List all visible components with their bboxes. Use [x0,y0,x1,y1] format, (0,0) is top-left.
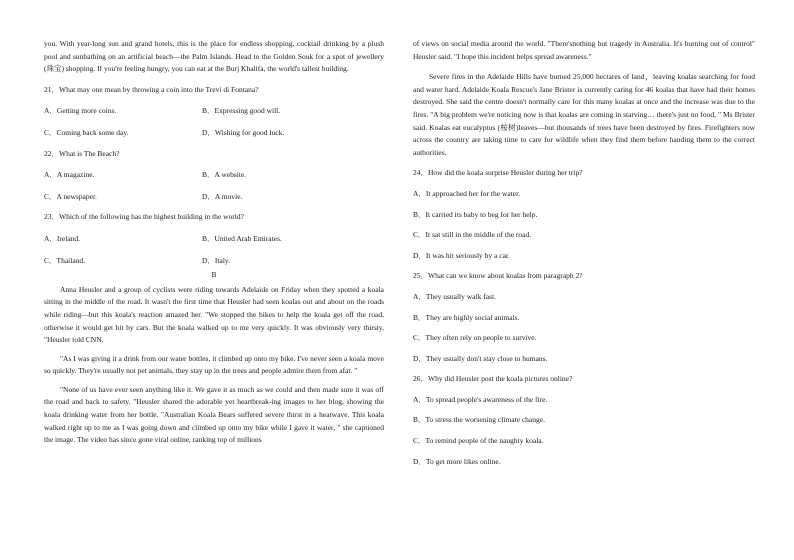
q25-option-c: C．They often rely on people to survive. [413,333,537,343]
q23-option-a: A．Ireland. [44,233,81,243]
q25-option-d: D．They usually don't stay close to humans. [413,353,548,363]
q21-options-row1 [44,105,384,118]
q26-option-d: D．To get more likes online. [413,456,501,466]
section-label-b: B [211,270,217,280]
passage-paragraph-1: Anna Heusler and a group of cyclists were riding towards Adelaide on Friday when they spotted a koala sitting in the middle of the road. It wasn't the first time that Heusler had seen koalas out and about on the roads while riding—but this koala's reaction amazed her. "We stopped the bikes to help the koala get off the road, otherwise it would get hit by cars. But the koala walked up to me very quickly. It was obviously very thirsty, "Heusler told CNN. [44,284,384,345]
q21-option-d: D．Wishing for good luck. [202,127,285,137]
question-26: 26．Why did Heusler post the koala pictures online? [413,374,573,384]
passage-paragraph-3-continued: of views on social media around the world. "There'snothing but tragedy in Australia. It's burning out of control" Heusler said. "I hope this incident helps spread awareness." [413,39,755,61]
q22-option-a: A．A magazine. [44,170,95,180]
q25-option-b: B．They are highly social animals. [413,312,520,322]
q22-option-c: C．A newspaper. [44,191,97,201]
q23-option-b: B．United Arab Emirates. [202,233,282,243]
q21-option-b: B．Expressing good will. [202,106,281,116]
q21-option-c: C．Coming back some day. [44,127,129,137]
passage-paragraph-2: "As I was giving it a drink from our water bottles, it climbed up onto my bike. I've never seen a koala move so quickly. They're usually not pet animals, they stay up in the trees and people admire them from afar. " [44,353,384,376]
q25-option-a: A．They usually walk fast. [413,291,496,301]
q26-option-c: C．To remind people of the naughty koala. [413,436,544,446]
question-24: 24．How did the koala surprise Heusler during her trip? [413,168,583,178]
q24-option-c: C．It sat still in the middle of the road. [413,230,532,240]
q26-option-a: A．To spread people's awareness of the fire. [413,394,548,404]
passage-paragraph-4: Severe fires in the Adelaide Hills have burned 25,000 hectares of land，leaving koalas searching for food and water hard. Adelaide Koala Rescue's Jane Brister is currently caring for 46 koalas that have had their homes destroyed. She said the centre doesn't normally care for this many koalas at once and the increase was due to the fires. "A big problem we're noticing now is that koalas are coming in starving… there's just no food, " Ms Brister said. Koalas eat eucalyptus (桉树)leaves—but thousands of trees have been destroyed by fires. Firefighters now across the country are taking time to care for wildlife when they find them before handing them to the correct authorities. [413,72,755,157]
q24-option-a: A．It approached her for the water. [413,188,521,198]
q22-options-row2 [44,191,384,204]
q24-option-d: D．It was hit seriously by a car. [413,250,510,260]
question-22: 22．What is The Beach? [44,148,120,158]
left-column [44,38,384,447]
question-23: 23．Which of the following has the highest building in the world? [44,212,244,222]
q26-option-b: B．To stress the worsening climate change. [413,415,545,425]
q21-options-row2 [44,127,384,140]
question-21: 21．What may one mean by throwing a coin into the Trevi di Fontana? [44,84,259,94]
question-25: 25．What can we know about koalas from paragraph 2? [413,271,583,281]
q23-options-row1 [44,233,384,246]
q21-option-a: A．Getting more coins. [44,106,117,116]
q22-option-d: D．A movie. [202,191,243,201]
q24-option-b: B．It carried its baby to beg for her help. [413,209,538,219]
q23-option-c: C．Thailand. [44,255,86,265]
q23-option-d: D．Italy. [202,255,231,265]
q22-options-row1 [44,169,384,182]
q23-options-row2 [44,255,384,268]
right-column [413,38,755,468]
intro-paragraph: you. With year-long sun and grand hotels, this is the place for endless shopping, cocktail drinking by a plush pool and sunbathing on an artificial beach—the Palm Islands. Head to the Golden Souk for a spot of jewellery (珠宝) shopping. If you're feeling hungry, you can eat at the Burj Khalifa, the world's tallest building. [44,39,384,74]
passage-paragraph-3: "None of us have ever seen anything like it. We gave it as much as we could and then made sure it was off the road and back to safety. "Heusler shared the adorable yet heartbreak-ing images to her blog, showing the koala drinking water from her bottle. "Australian Koala Bears suffered severe thirst in a heatwave. This koala walked right up to me as I was going down and climbed up onto my bike while I gave it water, " she captioned the image. The video has since gone viral online, ranking top of millions [44,384,384,445]
q22-option-b: B．A website. [202,170,247,180]
